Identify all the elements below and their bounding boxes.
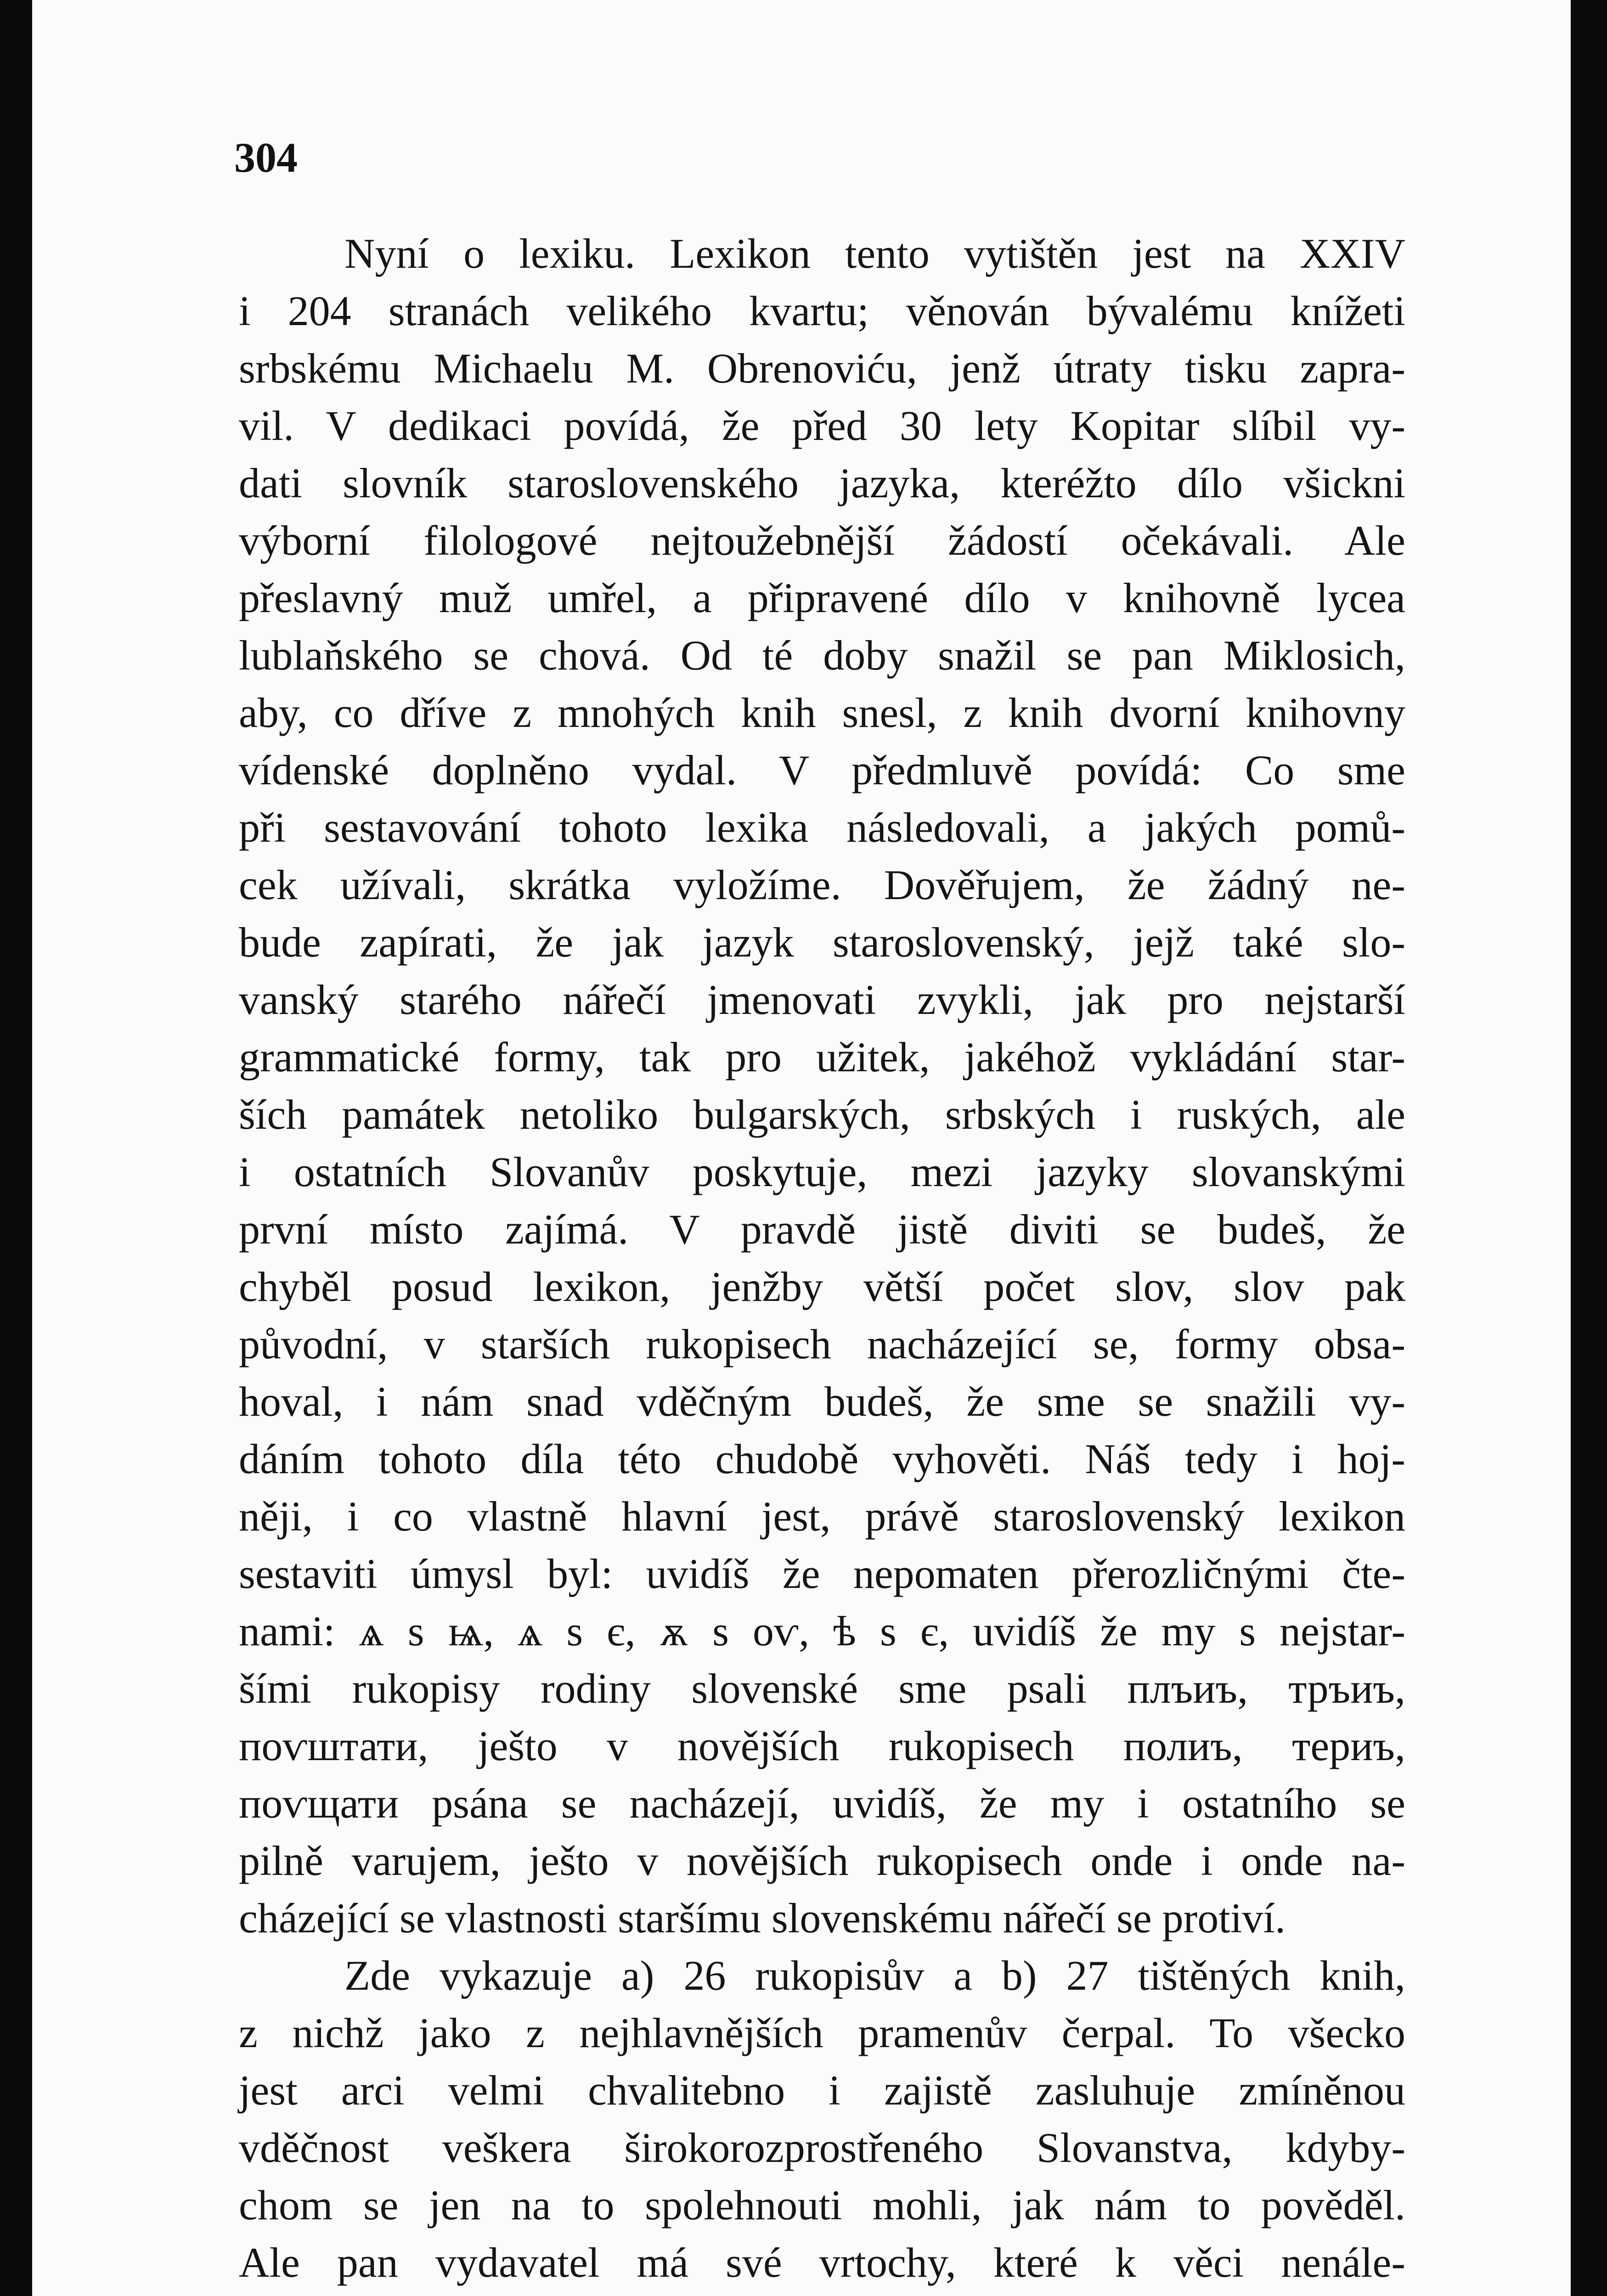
text-line: i 204 stranách velikého kvartu; věnován bývalému knížeti [239, 287, 1405, 334]
text-line: vil. V dedikaci povídá, že před 30 lety Kopitar slíbil vy- [239, 402, 1405, 449]
text-line: hoval, i nám snad vděčným budeš, že sme se snažili vy- [239, 1378, 1405, 1425]
text-line: vídenské doplněno vydal. V předmluvě povídá: Co sme [239, 747, 1405, 793]
text-line: Ale pan vydavatel má své vrtochy, které k věci nenále- [239, 2239, 1405, 2286]
body-text [239, 225, 1405, 2291]
text-line: při sestavování tohoto lexika následovali, a jakých pomů- [239, 804, 1405, 851]
text-line: aby, co dříve z mnohých knih snesl, z knih dvorní knihovny [239, 689, 1405, 736]
text-line: první místo zajímá. V pravdě jistě diviti se budeš, že [239, 1206, 1405, 1253]
scan-border-left [0, 0, 32, 2296]
text-line: sestaviti úmysl byl: uvidíš že nepomaten přerozličnými čte- [239, 1550, 1405, 1597]
text-line: jest arci velmi chvalitebno i zajistě zasluhuje zmíněnou [239, 2067, 1405, 2114]
text-line: původní, v starších rukopisech nacházející se, formy obsa- [239, 1321, 1405, 1367]
text-line: šími rukopisy rodiny slovenské sme psali плъиъ, тръиъ, [239, 1665, 1405, 1712]
text-line: přeslavný muž umřel, a připravené dílo v knihovně lycea [239, 574, 1405, 621]
text-line: dáním tohoto díla této chudobě vyhověti. Náš tedy i hoj- [239, 1435, 1405, 1482]
text-line: srbskému Michaelu M. Obrenoviću, jenž útraty tisku zapra- [239, 345, 1405, 392]
text-line: chyběl posud lexikon, jenžby větší počet slov, slov pak [239, 1263, 1405, 1310]
page-number: 304 [234, 134, 298, 181]
text-line: výborní filologové nejtoužebnější žádostí očekávali. Ale [239, 517, 1405, 564]
text-line: vděčnost veškera širokorozprostřeného Slovanstva, kdyby- [239, 2124, 1405, 2171]
text-line: поѵщати psána se nacházejí, uvidíš, že my i ostatního se [239, 1780, 1405, 1827]
scan-border-right [1571, 0, 1607, 2296]
text-line: поѵштати, ješto v novějších rukopisech полиъ, териъ, [239, 1722, 1405, 1769]
text-line: nami: ѧ ѕ ѩ, ѧ ѕ є, ѫ ѕ оѵ, ѣ ѕ є, uvidíš že my s nejstar- [239, 1608, 1405, 1654]
text-line: chom se jen na to spolehnouti mohli, jak nám to pověděl. [239, 2182, 1405, 2228]
paragraph [239, 1947, 1405, 2291]
text-line: dati slovník staroslovenského jazyka, kteréžto dílo všickni [239, 460, 1405, 506]
paragraph [239, 225, 1405, 1947]
text-line: lublaňského se chová. Od té doby snažil se pan Miklosich, [239, 632, 1405, 679]
text-line: ších památek netoliko bulgarských, srbských i ruských, ale [239, 1091, 1405, 1138]
text-line: grammatické formy, tak pro užitek, jakéhož vykládání star- [239, 1034, 1405, 1080]
text-line: cek užívali, skrátka vyložíme. Dověřujem, že žádný ne- [239, 861, 1405, 908]
text-line: cházející se vlastnosti staršímu slovenskému nářečí se protiví. [239, 1895, 1286, 1941]
text-line: něji, i co vlastně hlavní jest, právě staroslovenský lexikon [239, 1493, 1405, 1540]
text-line: z nichž jako z nejhlavnějších pramenův čerpal. To všecko [239, 2009, 1405, 2056]
text-line: vanský starého nářečí jmenovati zvykli, jak pro nejstarší [239, 976, 1405, 1023]
text-line: pilně varujem, ješto v novějších rukopisech onde i onde na- [239, 1837, 1405, 1884]
text-line: i ostatních Slovanův poskytuje, mezi jazyky slovanskými [239, 1148, 1405, 1195]
text-line: Nyní o lexiku. Lexikon tento vytištěn jest na XXIV [344, 230, 1405, 277]
text-line: Zde vykazuje a) 26 rukopisův a b) 27 tištěných knih, [344, 1952, 1405, 1999]
text-line: bude zapírati, že jak jazyk staroslovenský, jejž také slo- [239, 919, 1405, 966]
